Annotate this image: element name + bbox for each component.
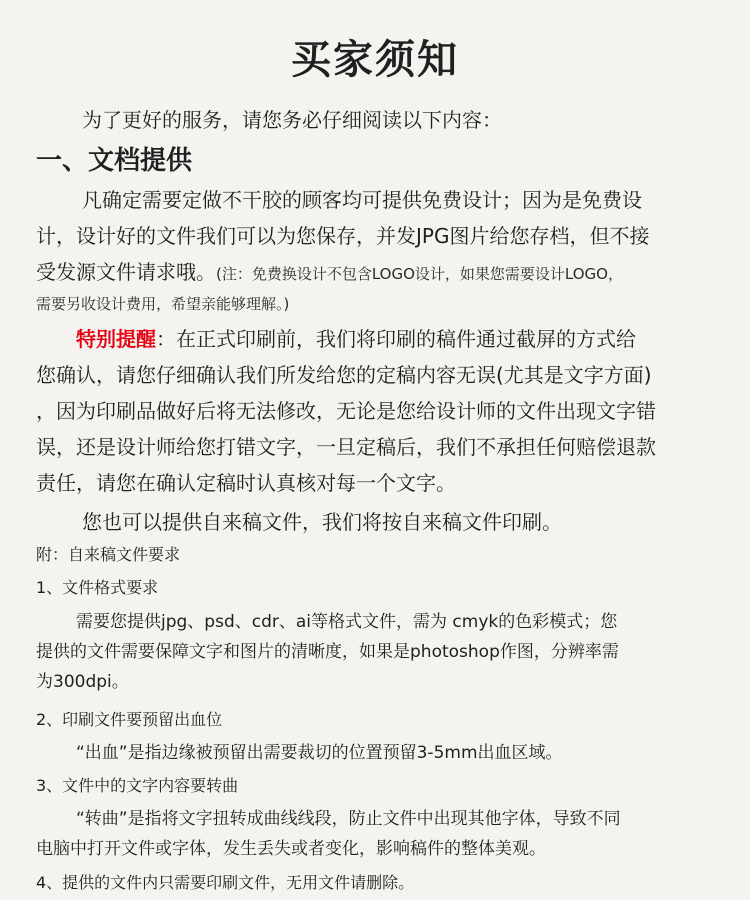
requirement-2-text: “出血”是指边缘被预留出需要裁切的位置预留3-5mm出血区域。 [76,743,563,763]
self-provide-text: 您也可以提供自来稿文件，我们将按自来稿文件印刷。 [82,510,562,534]
special-reminder-label: 特别提醒 [76,327,156,351]
reminder-line-1 [36,321,720,357]
requirement-1-line-3: 为300dpi。 [36,672,129,692]
requirement-3-line-2: 电脑中打开文件或字体，发生丢失或者变化，影响稿件的整体美观。 [36,839,546,859]
page-title: 买家须知 [291,37,459,83]
free-design-line-3 [36,254,720,290]
requirement-1-text-1: 需要您提供jpg、psd、cdr、ai等格式文件，需为 cmyk的色彩模式；您 [76,612,618,632]
section-heading-document: 一、文档提供 [36,146,193,176]
requirement-2-line-1 [36,738,720,768]
reminder-line-3: ，因为印刷品做好后将无法修改，无论是您给设计师的文件出现文字错 [36,399,656,423]
requirement-3-text-1: “转曲”是指将文字扭转成曲线线段，防止文件中出现其他字体，导致不同 [76,809,621,829]
reminder-line-4: 误，还是设计师给您打错文字，一旦定稿后，我们不承担任何赔偿退款 [36,435,656,459]
requirement-1-body [36,607,720,697]
requirement-3-line-1 [36,804,720,834]
special-reminder-paragraph [36,321,720,501]
free-design-paragraph [36,182,720,318]
requirement-3-body [36,804,720,864]
free-design-line-1: 凡确定需要定做不干胶的顾客均可提供免费设计；因为是免费设 [82,188,642,212]
requirement-1-title: 1、文件格式要求 [36,578,159,597]
reminder-text-1: ：在正式印刷前，我们将印刷的稿件通过截屏的方式给 [156,327,636,351]
requirement-1-line-2: 提供的文件需要保障文字和图片的清晰度，如果是photoshop作图，分辨率需 [36,642,619,662]
requirement-4-title: 4、提供的文件内只需要印刷文件，无用文件请删除。 [36,873,415,892]
requirement-2-title: 2、印刷文件要预留出血位 [36,710,223,729]
free-design-line-3-text: 受发源文件请求哦。 [36,260,216,284]
reminder-line-2: 您确认，请您仔细确认我们所发给您的定稿内容无误(尤其是文字方面) [36,363,652,387]
requirement-2-body [36,738,720,768]
design-note-line-1: (注：免费换设计不包含LOGO设计，如果您需要设计LOGO， [216,265,623,283]
requirement-3-title: 3、文件中的文字内容要转曲 [36,776,239,795]
design-note-line-2: 需要另收设计费用，希望亲能够理解。) [36,295,290,313]
intro-text: 为了更好的服务，请您务必仔细阅读以下内容： [82,108,502,132]
free-design-line-2: 计，设计好的文件我们可以为您保存，并发JPG图片给您存档，但不接 [36,224,650,248]
appendix-heading: 附：自来稿文件要求 [36,545,181,564]
requirement-1-line-1 [36,607,720,637]
reminder-line-5: 责任，请您在确认定稿时认真核对每一个文字。 [36,471,456,495]
